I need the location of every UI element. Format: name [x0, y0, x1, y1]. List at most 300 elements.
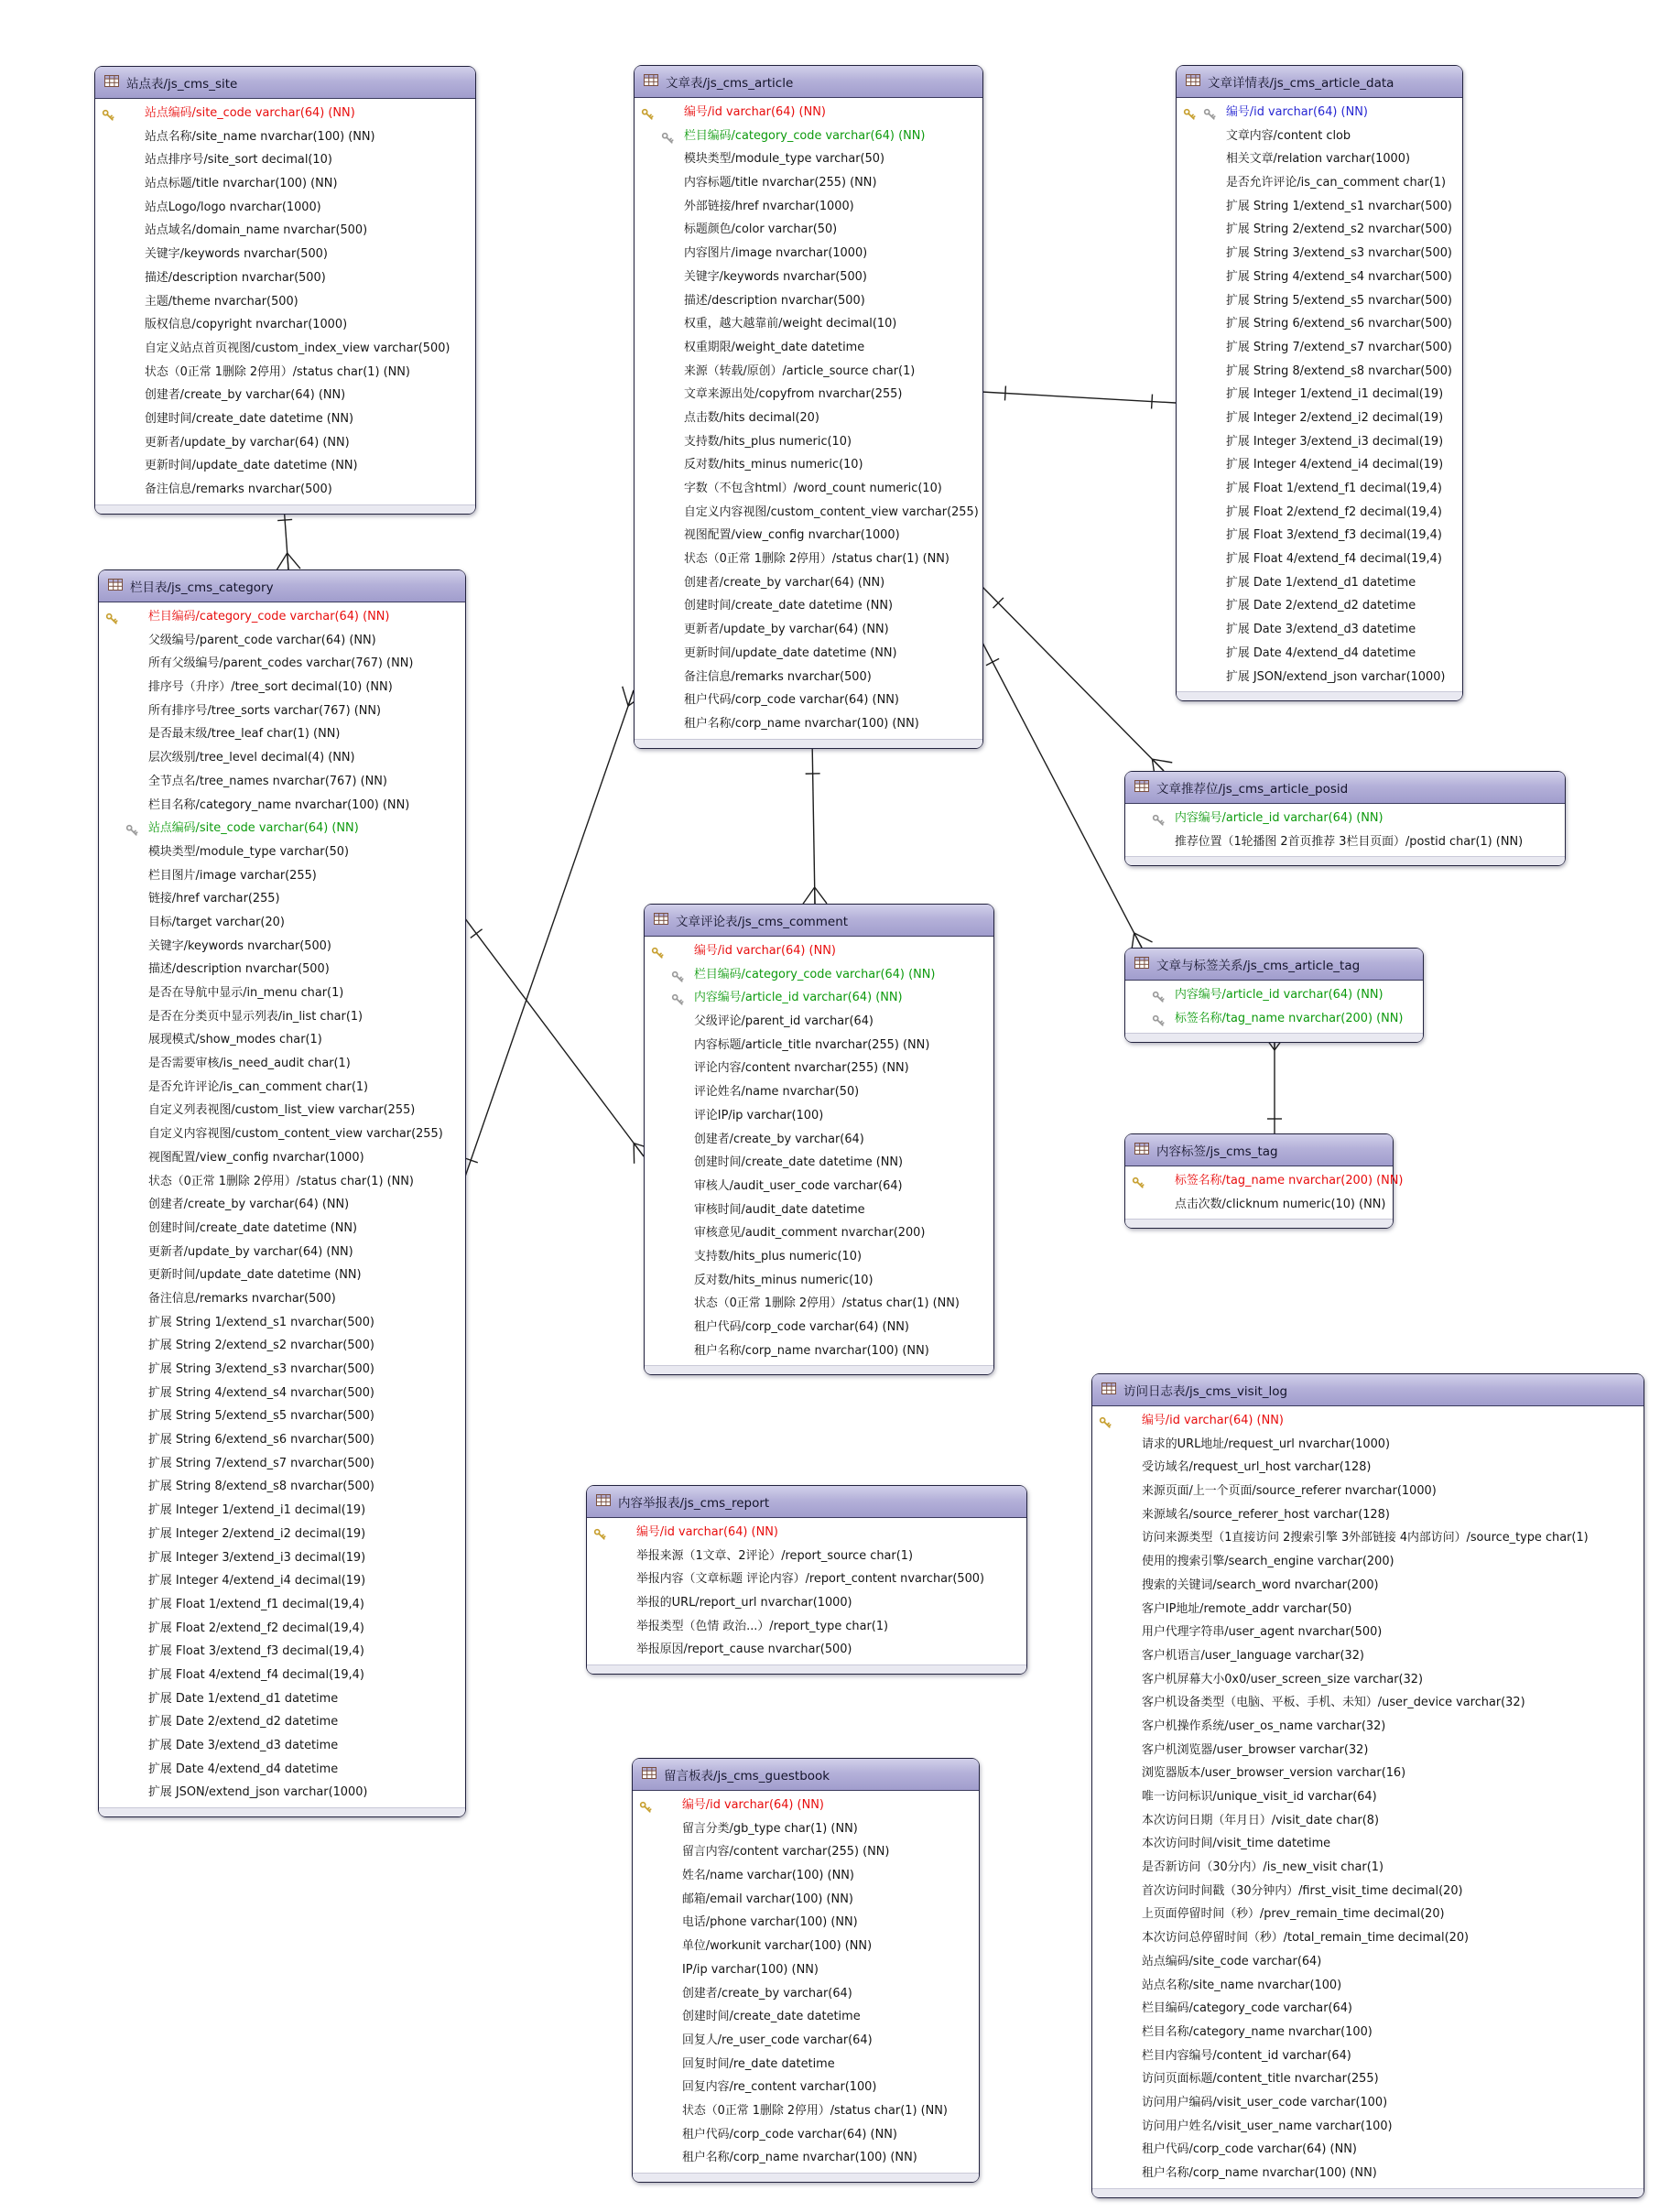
table-row[interactable] — [635, 594, 982, 618]
table-row[interactable] — [1177, 195, 1462, 219]
column-label: 扩展 String 3/extend_s3 nvarchar(500) — [148, 1362, 374, 1376]
column-label: 父级编号/parent_code varchar(64) (NN) — [148, 633, 376, 647]
table-row[interactable] — [635, 289, 982, 313]
table-row[interactable] — [1092, 1621, 1644, 1644]
table-row[interactable] — [99, 794, 465, 818]
table-row[interactable] — [635, 147, 982, 171]
table-row[interactable] — [645, 1057, 993, 1080]
table-js_cms_report[interactable] — [586, 1485, 1027, 1675]
column-label: 扩展 Date 1/extend_d1 datetime — [148, 1691, 339, 1706]
table-row[interactable] — [1092, 2067, 1644, 2091]
table-row[interactable] — [99, 840, 465, 864]
table-row[interactable] — [587, 1521, 1026, 1545]
table-row[interactable] — [1092, 2138, 1644, 2162]
table-footer-strip — [587, 1664, 1026, 1674]
table-header-js_cms_guestbook[interactable] — [633, 1759, 979, 1791]
table-row[interactable] — [1177, 548, 1462, 571]
table-row[interactable] — [1177, 125, 1462, 148]
table-row[interactable] — [1177, 618, 1462, 642]
table-row[interactable] — [1125, 1007, 1423, 1031]
table-row[interactable] — [635, 195, 982, 219]
table-row[interactable] — [645, 1339, 993, 1363]
table-header-js_cms_site[interactable] — [95, 67, 475, 99]
table-row[interactable] — [99, 652, 465, 676]
table-row[interactable] — [99, 1475, 465, 1499]
table-row[interactable] — [633, 2005, 979, 2029]
table-row[interactable] — [95, 102, 475, 125]
column-label: 创建者/create_by varchar(64) — [682, 1986, 852, 2001]
table-row[interactable] — [1092, 2162, 1644, 2185]
relationship-article-posid — [982, 586, 1172, 779]
table-row[interactable] — [633, 1982, 979, 2006]
table-columns — [633, 1791, 979, 2170]
table-row[interactable] — [99, 1028, 465, 1052]
table-row[interactable] — [645, 1198, 993, 1222]
table-row[interactable] — [1092, 1433, 1644, 1457]
table-row[interactable] — [635, 477, 982, 501]
table-row[interactable] — [633, 1911, 979, 1935]
table-row[interactable] — [99, 1005, 465, 1029]
table-row[interactable] — [645, 1034, 993, 1057]
column-label: 客户机浏览器/user_browser varchar(32) — [1142, 1742, 1369, 1757]
table-row[interactable] — [1177, 101, 1462, 125]
table-row[interactable] — [1092, 1926, 1644, 1950]
table-row[interactable] — [95, 243, 475, 266]
table-footer-strip — [1177, 691, 1462, 700]
column-label: 扩展 String 1/extend_s1 nvarchar(500) — [148, 1315, 374, 1329]
table-row[interactable] — [1125, 1193, 1393, 1217]
table-row[interactable] — [1092, 1832, 1644, 1856]
column-label: 扩展 Integer 4/extend_i4 decimal(19) — [1226, 458, 1444, 472]
table-row[interactable] — [99, 1170, 465, 1194]
table-row[interactable] — [99, 1052, 465, 1076]
table-js_cms_tag[interactable] — [1124, 1133, 1404, 1229]
primary-key-icon — [593, 1526, 606, 1539]
column-label: 站点标题/title nvarchar(100) (NN) — [145, 177, 338, 191]
table-row[interactable] — [635, 666, 982, 689]
foreign-key-icon — [1152, 812, 1165, 825]
column-label: 留言分类/gb_type char(1) (NN) — [682, 1821, 858, 1836]
column-label: 是否允许评论/is_can_comment char(1) — [148, 1079, 369, 1094]
table-row[interactable] — [99, 1758, 465, 1782]
table-row[interactable] — [633, 1935, 979, 1958]
column-label: 站点编码/site_code varchar(64) — [1142, 1954, 1322, 1968]
table-row[interactable] — [99, 1664, 465, 1687]
table-row[interactable] — [1177, 666, 1462, 689]
table-row[interactable] — [95, 266, 475, 290]
table-row[interactable] — [645, 1080, 993, 1104]
table-row[interactable] — [1092, 1550, 1644, 1574]
table-row[interactable] — [1177, 147, 1462, 171]
table-js_cms_article[interactable] — [634, 65, 983, 749]
column-label: 是否需要审核/is_need_audit char(1) — [148, 1057, 351, 1071]
table-js_cms_comment[interactable] — [644, 904, 994, 1375]
table-row[interactable] — [635, 125, 982, 148]
table-row[interactable] — [99, 1193, 465, 1217]
column-label: 标签名称/tag_name nvarchar(200) (NN) — [1175, 1011, 1404, 1025]
column-label: 编号/id varchar(64) (NN) — [1226, 105, 1368, 119]
table-row[interactable] — [99, 1287, 465, 1311]
table-row[interactable] — [99, 1617, 465, 1641]
table-row[interactable] — [1092, 1950, 1644, 1974]
table-row[interactable] — [1177, 383, 1462, 407]
column-label: 描述/description nvarchar(500) — [145, 270, 326, 285]
column-label: 层次级别/tree_level decimal(4) (NN) — [148, 751, 355, 765]
table-row[interactable] — [95, 290, 475, 314]
column-label: 扩展 Integer 1/extend_i1 decimal(19) — [1226, 387, 1444, 402]
table-row[interactable] — [633, 1864, 979, 1888]
table-js_cms_article_posid[interactable] — [1124, 771, 1566, 866]
table-row[interactable] — [645, 1151, 993, 1175]
table-row[interactable] — [99, 1499, 465, 1523]
table-row[interactable] — [635, 336, 982, 360]
column-label: 栏目内容编号/content_id varchar(64) — [1142, 2048, 1351, 2063]
column-label: 审核人/audit_user_code varchar(64) — [694, 1178, 903, 1193]
table-row[interactable] — [1092, 2044, 1644, 2068]
table-row[interactable] — [95, 172, 475, 196]
table-row[interactable] — [99, 1781, 465, 1805]
table-row[interactable] — [1125, 807, 1565, 830]
table-row[interactable] — [1092, 2115, 1644, 2139]
column-label: 是否最末级/tree_leaf char(1) (NN) — [148, 727, 341, 742]
column-label: 创建者/create_by varchar(64) (NN) — [684, 575, 885, 590]
table-row[interactable] — [99, 981, 465, 1005]
table-row[interactable] — [587, 1567, 1026, 1591]
table-row[interactable] — [1177, 407, 1462, 430]
table-title: 文章推荐位/js_cms_article_posid — [1156, 782, 1349, 797]
table-row[interactable] — [95, 431, 475, 455]
table-row[interactable] — [587, 1545, 1026, 1568]
table-row[interactable] — [95, 337, 475, 361]
table-row[interactable] — [1092, 1480, 1644, 1503]
column-label: 首次访问时间戳（30分钟内）/first_visit_time decimal(20) — [1142, 1883, 1463, 1898]
table-row[interactable] — [99, 605, 465, 629]
table-row[interactable] — [99, 887, 465, 911]
column-label: 创建者/create_by varchar(64) — [694, 1132, 864, 1146]
table-row[interactable] — [95, 219, 475, 243]
table-row[interactable] — [99, 958, 465, 981]
table-row[interactable] — [99, 770, 465, 794]
table-row[interactable] — [99, 1404, 465, 1428]
table-footer-strip — [645, 1365, 993, 1374]
table-row[interactable] — [645, 939, 993, 963]
table-row[interactable] — [1125, 983, 1423, 1007]
table-row[interactable] — [1125, 830, 1565, 854]
table-row[interactable] — [633, 2123, 979, 2147]
table-row[interactable] — [99, 629, 465, 653]
table-row[interactable] — [635, 171, 982, 195]
table-row[interactable] — [1092, 2091, 1644, 2115]
column-label: 使用的搜索引擎/search_engine varchar(200) — [1142, 1555, 1394, 1569]
table-row[interactable] — [645, 1128, 993, 1152]
table-js_cms_visit_log[interactable] — [1091, 1373, 1644, 2198]
table-row[interactable] — [1092, 1409, 1644, 1433]
column-label: 租户名称/corp_name nvarchar(100) (NN) — [1142, 2166, 1377, 2180]
table-header-js_cms_article_posid[interactable] — [1125, 772, 1565, 804]
table-row[interactable] — [645, 1316, 993, 1339]
table-row[interactable] — [645, 1221, 993, 1245]
table-row[interactable] — [633, 2053, 979, 2076]
table-columns — [1125, 804, 1565, 853]
column-label: 内容标题/article_title nvarchar(255) (NN) — [694, 1037, 930, 1052]
table-row[interactable] — [635, 266, 982, 289]
table-row[interactable] — [1092, 1974, 1644, 1998]
table-row[interactable] — [1092, 1903, 1644, 1926]
table-row[interactable] — [1092, 1715, 1644, 1739]
table-row[interactable] — [645, 1010, 993, 1034]
table-js_cms_guestbook[interactable] — [632, 1758, 980, 2183]
table-row[interactable] — [635, 524, 982, 548]
table-row[interactable] — [99, 1546, 465, 1570]
table-row[interactable] — [1177, 642, 1462, 666]
column-label: 客户机屏幕大小0x0/user_screen_size varchar(32) — [1142, 1672, 1424, 1686]
column-label: 举报来源（1文章、2评论）/report_source char(1) — [636, 1548, 913, 1563]
column-label: 推荐位置（1轮播图 2首页推荐 3栏目页面）/postid char(1) (NN) — [1175, 834, 1524, 849]
table-row[interactable] — [635, 218, 982, 242]
column-label: 标题颜色/color varchar(50) — [684, 222, 838, 237]
table-title: 留言板表/js_cms_guestbook — [664, 1769, 830, 1784]
table-header-js_cms_tag[interactable] — [1125, 1134, 1393, 1166]
table-row[interactable] — [633, 1958, 979, 1982]
table-row[interactable] — [99, 1452, 465, 1476]
table-row[interactable] — [99, 1099, 465, 1122]
column-label: 扩展 String 4/extend_s4 nvarchar(500) — [1226, 269, 1452, 284]
table-js_cms_site[interactable] — [94, 66, 476, 515]
table-row[interactable] — [1092, 1456, 1644, 1480]
column-label: 扩展 Float 4/extend_f4 decimal(19,4) — [1226, 552, 1442, 567]
table-row[interactable] — [633, 2076, 979, 2099]
table-row[interactable] — [99, 1241, 465, 1264]
table-row[interactable] — [1092, 1856, 1644, 1880]
column-label: 站点名称/site_name nvarchar(100) (NN) — [145, 129, 375, 144]
table-row[interactable] — [1177, 594, 1462, 618]
table-row[interactable] — [587, 1591, 1026, 1615]
column-label: 内容编号/article_id varchar(64) (NN) — [1175, 988, 1383, 1002]
table-row[interactable] — [99, 1593, 465, 1617]
column-label: 内容图片/image nvarchar(1000) — [684, 246, 868, 261]
table-row[interactable] — [633, 2099, 979, 2123]
column-label: 扩展 String 6/extend_s6 nvarchar(500) — [1226, 317, 1452, 331]
table-row[interactable] — [99, 1146, 465, 1170]
table-row[interactable] — [1177, 524, 1462, 548]
table-row[interactable] — [635, 548, 982, 571]
table-row[interactable] — [645, 963, 993, 987]
table-row[interactable] — [1177, 171, 1462, 195]
column-label: 举报的URL/report_url nvarchar(1000) — [636, 1596, 852, 1610]
table-row[interactable] — [1092, 1785, 1644, 1809]
table-row[interactable] — [1177, 289, 1462, 313]
table-row[interactable] — [1177, 430, 1462, 454]
table-row[interactable] — [95, 478, 475, 502]
foreign-key-icon — [1203, 106, 1216, 119]
table-row[interactable] — [633, 2029, 979, 2053]
column-label: 站点编码/site_code varchar(64) (NN) — [148, 821, 359, 836]
table-row[interactable] — [99, 911, 465, 935]
table-row[interactable] — [99, 1311, 465, 1335]
column-label: 编号/id varchar(64) (NN) — [694, 944, 836, 958]
table-row[interactable] — [1092, 1809, 1644, 1833]
table-row[interactable] — [1092, 1644, 1644, 1668]
table-header-js_cms_report[interactable] — [587, 1486, 1026, 1518]
table-row[interactable] — [635, 453, 982, 477]
table-row[interactable] — [635, 501, 982, 525]
column-label: 所有父级编号/parent_codes varchar(767) (NN) — [148, 656, 414, 671]
table-row[interactable] — [1092, 2021, 1644, 2044]
table-row[interactable] — [1092, 1503, 1644, 1527]
table-row[interactable] — [1177, 312, 1462, 336]
table-header-js_cms_comment[interactable] — [645, 905, 993, 937]
table-row[interactable] — [99, 722, 465, 746]
table-row[interactable] — [99, 864, 465, 888]
column-label: 反对数/hits_minus numeric(10) — [684, 458, 863, 472]
table-row[interactable] — [1177, 242, 1462, 266]
table-row[interactable] — [1177, 336, 1462, 360]
table-row[interactable] — [1177, 571, 1462, 595]
table-row[interactable] — [1092, 1574, 1644, 1598]
table-header-js_cms_category[interactable] — [99, 570, 465, 602]
table-row[interactable] — [635, 618, 982, 642]
table-row[interactable] — [99, 1358, 465, 1382]
table-row[interactable] — [95, 148, 475, 172]
table-header-js_cms_article_tag[interactable] — [1125, 949, 1423, 981]
column-label: 编号/id varchar(64) (NN) — [636, 1525, 778, 1539]
table-row[interactable] — [635, 360, 982, 384]
table-row[interactable] — [1177, 501, 1462, 525]
table-row[interactable] — [635, 689, 982, 712]
table-row[interactable] — [95, 196, 475, 220]
table-row[interactable] — [1092, 1762, 1644, 1785]
table-row[interactable] — [99, 817, 465, 840]
column-label: 编号/id varchar(64) (NN) — [1142, 1414, 1284, 1427]
column-label: 扩展 Date 2/extend_d2 datetime — [1226, 599, 1416, 613]
column-label: 主题/theme nvarchar(500) — [145, 294, 298, 309]
table-row[interactable] — [635, 312, 982, 336]
table-row[interactable] — [1177, 218, 1462, 242]
table-js_cms_category[interactable] — [98, 569, 466, 1817]
table-row[interactable] — [645, 1245, 993, 1269]
column-label: 链接/href varchar(255) — [148, 892, 280, 906]
column-label: 租户代码/corp_code varchar(64) (NN) — [1142, 2142, 1357, 2157]
table-row[interactable] — [1092, 1997, 1644, 2021]
column-label: 客户机语言/user_language varchar(32) — [1142, 1648, 1364, 1663]
table-row[interactable] — [99, 1523, 465, 1546]
table-row[interactable] — [99, 1569, 465, 1593]
table-row[interactable] — [95, 384, 475, 407]
table-row[interactable] — [635, 101, 982, 125]
table-row[interactable] — [99, 1428, 465, 1452]
table-js_cms_article_tag[interactable] — [1124, 948, 1424, 1043]
table-row[interactable] — [1092, 1739, 1644, 1762]
table-row[interactable] — [645, 1269, 993, 1293]
table-header-js_cms_article_data[interactable] — [1177, 66, 1462, 98]
table-columns — [1177, 98, 1462, 689]
primary-key-icon — [641, 106, 654, 119]
column-label: 扩展 String 1/extend_s1 nvarchar(500) — [1226, 199, 1452, 213]
table-row[interactable] — [99, 1076, 465, 1100]
table-row[interactable] — [645, 1175, 993, 1198]
table-row[interactable] — [635, 407, 982, 430]
table-row[interactable] — [99, 676, 465, 699]
column-label: 扩展 String 8/extend_s8 nvarchar(500) — [1226, 363, 1452, 378]
table-row[interactable] — [1092, 1691, 1644, 1715]
table-row[interactable] — [645, 1104, 993, 1128]
column-label: 状态（0正常 1删除 2停用）/status char(1) (NN) — [148, 1174, 414, 1188]
column-label: 字数（不包含html）/word_count numeric(10) — [684, 482, 942, 495]
table-row[interactable] — [1092, 1668, 1644, 1692]
table-header-js_cms_visit_log[interactable] — [1092, 1374, 1644, 1406]
primary-key-icon — [1183, 106, 1196, 119]
table-row[interactable] — [645, 1292, 993, 1316]
table-row[interactable] — [99, 1263, 465, 1287]
table-row[interactable] — [95, 361, 475, 385]
table-row[interactable] — [645, 986, 993, 1010]
table-row[interactable] — [633, 1794, 979, 1817]
table-row[interactable] — [1177, 453, 1462, 477]
table-row[interactable] — [633, 1840, 979, 1864]
table-row[interactable] — [635, 430, 982, 454]
table-row[interactable] — [95, 125, 475, 149]
table-footer-strip — [95, 504, 475, 514]
table-row[interactable] — [635, 712, 982, 736]
table-row[interactable] — [1177, 360, 1462, 384]
table-row[interactable] — [587, 1615, 1026, 1639]
table-row[interactable] — [1177, 266, 1462, 289]
table-row[interactable] — [99, 746, 465, 770]
table-row[interactable] — [99, 1382, 465, 1405]
table-icon — [644, 74, 658, 90]
table-row[interactable] — [633, 1888, 979, 1912]
column-label: 外部链接/href nvarchar(1000) — [684, 199, 854, 213]
table-icon — [654, 913, 668, 928]
table-row[interactable] — [635, 383, 982, 407]
table-row[interactable] — [1092, 1598, 1644, 1621]
table-row[interactable] — [635, 642, 982, 666]
table-row[interactable] — [1092, 1880, 1644, 1903]
table-row[interactable] — [587, 1638, 1026, 1662]
table-row[interactable] — [95, 454, 475, 478]
column-label: 扩展 Integer 4/extend_i4 decimal(19) — [148, 1574, 366, 1589]
table-row[interactable] — [633, 1817, 979, 1841]
table-row[interactable] — [95, 313, 475, 337]
table-header-js_cms_article[interactable] — [635, 66, 982, 98]
table-row[interactable] — [99, 1122, 465, 1146]
table-row[interactable] — [99, 935, 465, 959]
table-row[interactable] — [1177, 477, 1462, 501]
table-row[interactable] — [99, 1334, 465, 1358]
table-row[interactable] — [633, 2146, 979, 2170]
column-label: 扩展 String 2/extend_s2 nvarchar(500) — [1226, 222, 1452, 237]
relationship-category-comment — [464, 917, 653, 1164]
column-label: 回复内容/re_content varchar(100) — [682, 2080, 877, 2095]
table-row[interactable] — [1125, 1169, 1404, 1193]
table-footer-strip — [633, 2173, 979, 2182]
table-row[interactable] — [99, 1687, 465, 1711]
table-row[interactable] — [99, 1734, 465, 1758]
table-row[interactable] — [1092, 1526, 1644, 1550]
column-label: 更新时间/update_date datetime (NN) — [148, 1268, 362, 1283]
table-row[interactable] — [99, 1710, 465, 1734]
column-label: 邮箱/email varchar(100) (NN) — [682, 1892, 853, 1906]
table-row[interactable] — [99, 699, 465, 723]
table-row[interactable] — [635, 571, 982, 595]
column-label: 更新者/update_by varchar(64) (NN) — [148, 1244, 353, 1259]
table-js_cms_article_data[interactable] — [1176, 65, 1463, 701]
table-row[interactable] — [95, 407, 475, 431]
table-row[interactable] — [99, 1217, 465, 1241]
column-label: 回复人/re_user_code varchar(64) — [682, 2033, 873, 2047]
table-row[interactable] — [635, 242, 982, 266]
table-row[interactable] — [99, 1640, 465, 1664]
